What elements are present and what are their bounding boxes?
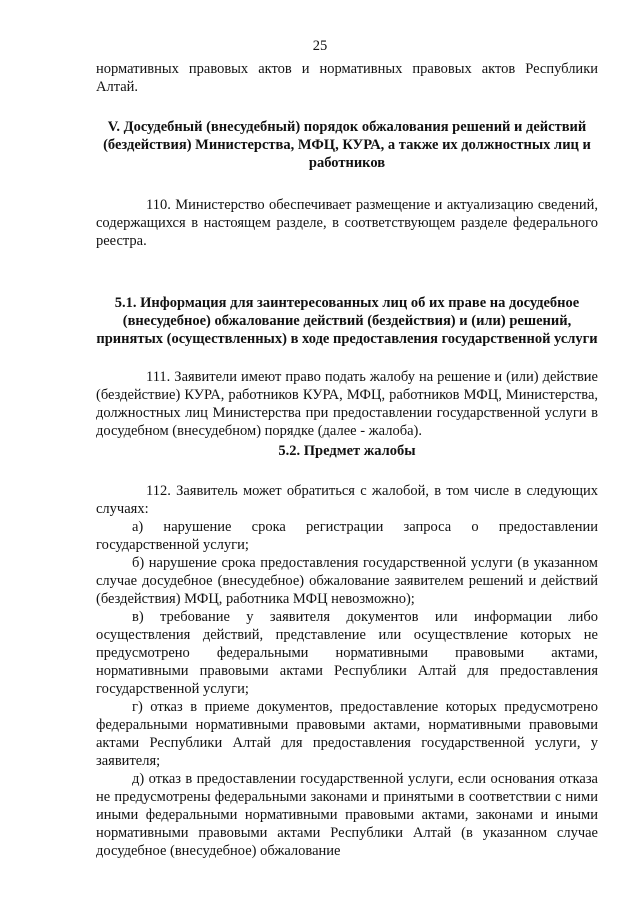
list-item-v: в) требование у заявителя документов или информации либо осуществления действий, представление или осуществление которых не предусмотрено федеральными нормативными правовыми актами, нормативными правовыми актами Республики Алтай для предоставления государственной услуги; [96, 609, 598, 697]
section-5-1-heading: 5.1. Информация для заинтересованных лиц об их праве на досудебное (внесудебное) обжалование действий (бездействия) и (или) решений, принятых (осуществленных) в ходе предоставления государственной услуги [96, 295, 598, 347]
paragraph-112: 112. Заявитель может обратиться с жалобой, в том числе в следующих случаях: [96, 483, 598, 517]
section-v-heading: V. Досудебный (внесудебный) порядок обжалования решений и действий (бездействия) Министерства, МФЦ, КУРА, а также их должностных лиц и работников [103, 119, 591, 171]
paragraph-111: 111. Заявители имеют право подать жалобу на решение и (или) действие (бездействие) КУРА, работников КУРА, МФЦ, работников МФЦ, Министерства, должностных лиц Министерства при предоставлении государственной услуги в досудебном (внесудебном) порядке (далее - жалоба). [96, 369, 598, 439]
list-item-d: д) отказ в предоставлении государственной услуги, если основания отказа не предусмотрены федеральными законами и принятыми в соответствии с ними иными федеральными нормативными правовыми актами, законами и иными нормативными правовыми актами Республики Алтай (в указанном случае досудебное (внесудебное) обжалование [96, 771, 598, 859]
section-5-2-heading: 5.2. Предмет жалобы [278, 443, 416, 459]
paragraph-110: 110. Министерство обеспечивает размещение и актуализацию сведений, содержащихся в настоящем разделе, в соответствующем разделе федерального реестра. [96, 197, 598, 249]
list-item-g: г) отказ в приеме документов, предоставление которых предусмотрено федеральными нормативными правовыми актами, нормативными правовыми актами Республики Алтай для предоставления государственной услуги, у заявителя; [96, 699, 598, 769]
list-item-b: б) нарушение срока предоставления государственной услуги (в указанном случае досудебное (внесудебное) обжалование заявителем решений и действий (бездействия) МФЦ, работника МФЦ невозможно); [96, 555, 598, 607]
list-item-a: а) нарушение срока регистрации запроса о предоставлении государственной услуги; [96, 519, 598, 553]
page-content [96, 60, 598, 860]
page-number: 25 [312, 38, 328, 54]
intro-paragraph: нормативных правовых актов и нормативных правовых актов Республики Алтай. [96, 61, 598, 95]
